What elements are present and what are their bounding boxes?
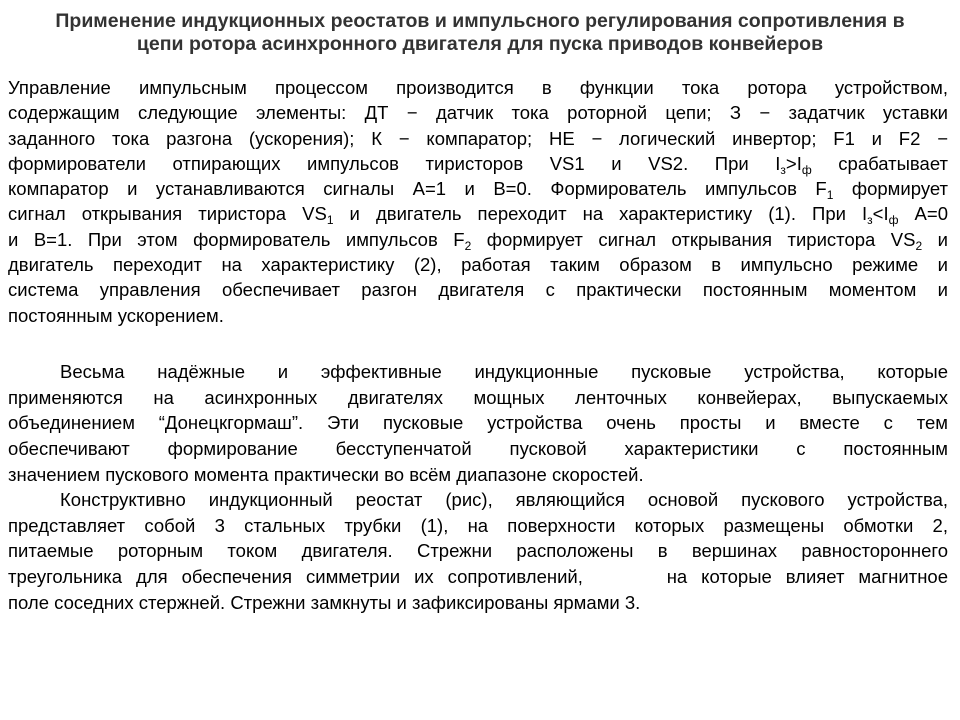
text-line: постоянным ускорением. [8, 304, 224, 326]
text-line: Конструктивно индукционный реостат (рис), являющийся основой пускового устройства, [60, 489, 948, 510]
title-line-2: цепи ротора асинхронного двигателя для пуска приводов конвейеров [136, 33, 824, 55]
text-line: применяются на асинхронных двигателях мощных ленточных конвейерах, выпускаемых [8, 386, 948, 408]
text-line: формирователи отпирающих импульсов тиристоров VS1 и VS2. При $I_з>I_ф$ срабатывает [8, 152, 948, 177]
text-line: заданного тока разгона (ускорения); К − компаратор; НЕ − логический инвертор; F1 и F2 − [8, 127, 948, 149]
paragraph-induction-starters [8, 359, 948, 488]
text-line: значением пускового момента практически во всём диапазоне скоростей. [8, 463, 644, 485]
text-line: компаратор и устанавливаются сигналы A=1 и B=0. Формирователь импульсов $F_1$ формирует [8, 178, 949, 203]
text-line: сигнал открывания тиристора $VS_1$ и двигатель переходит на характеристику (1). При $I_з<I_ф$ A=0 [8, 203, 948, 228]
text-line: треугольника для обеспечения симметрии их сопротивлений, на которые влияет магнитное [8, 566, 948, 588]
text-line: двигатель переходит на характеристику (2), работая таким образом в импульсно режиме и [8, 254, 948, 276]
text-line: объединением “Донецкгормаш”. Эти пусковые устройства очень просты и вместе с тем [8, 412, 948, 434]
text-line: питаемые роторным током двигателя. Стрежни расположены в вершинах равностороннего [8, 540, 948, 562]
text-line: представляет собой 3 стальных трубки (1), на поверхности которых размещены обмотки 2, [8, 514, 948, 536]
text-line: Весьма надёжные и эффективные индукционные пусковые устройства, которые [60, 361, 948, 382]
text-line: и B=1. При этом формирователь импульсов $F_2$ формирует сигнал открывания тиристора $VS_2$ и [8, 228, 948, 253]
paragraph-rheostat-design [8, 487, 948, 616]
paragraph-control-process [8, 75, 948, 328]
title-line-1: Применение индукционных реостатов и импульсного регулирования сопротивления в [55, 10, 905, 32]
text-line: поле соседних стержней. Стрежни замкнуты и зафиксированы ярмами 3. [8, 591, 641, 613]
text-line: содержащим следующие элементы: ДТ − датчик тока роторной цепи; З − задатчик уставки [8, 102, 948, 124]
text-line: система управления обеспечивает разгон двигателя с практически постоянным моментом и [8, 279, 948, 301]
text-line: обеспечивают формирование бесступенчатой пусковой характеристики с постоянным [8, 438, 948, 460]
text-line: Управление импульсным процессом производится в функции тока ротора устройством, [8, 77, 948, 98]
slide-title [0, 10, 960, 56]
